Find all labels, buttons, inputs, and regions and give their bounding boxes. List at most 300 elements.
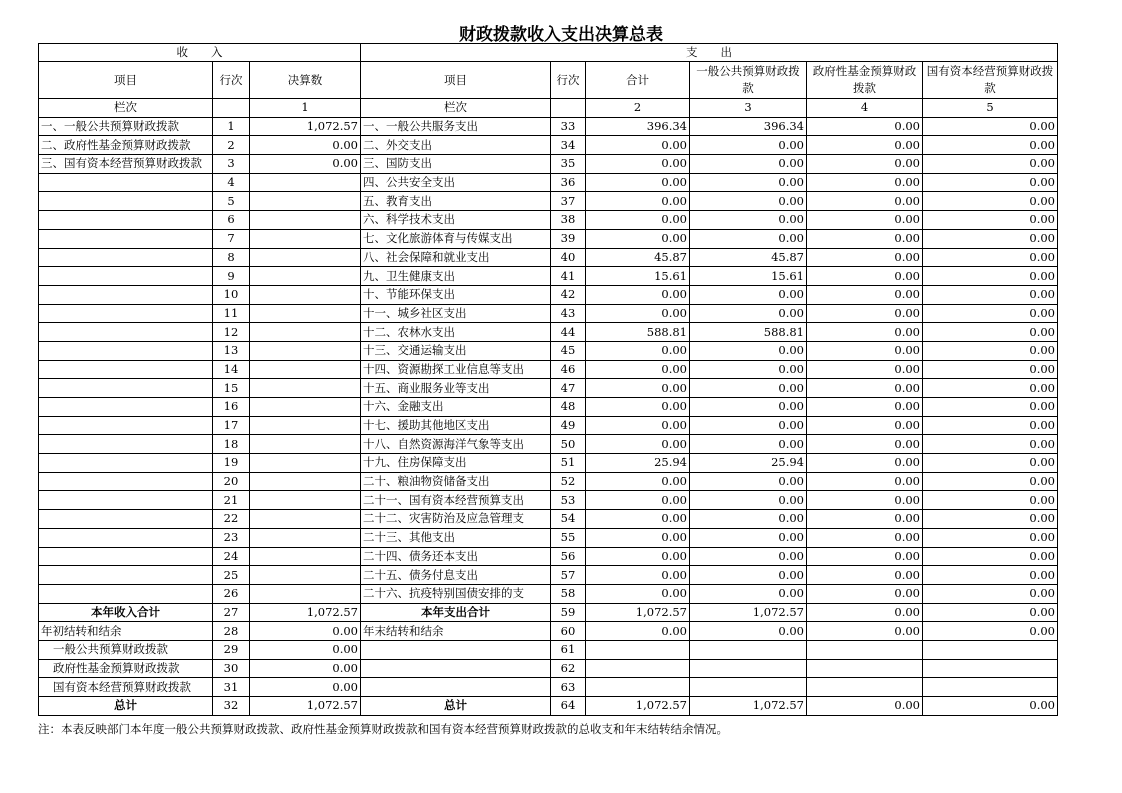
expense-total: 1,072.57 bbox=[586, 697, 690, 716]
income-line-no: 32 bbox=[213, 697, 250, 716]
table-row bbox=[39, 267, 1058, 286]
expense-total: 0.00 bbox=[586, 584, 690, 603]
income-line-no: 31 bbox=[213, 678, 250, 697]
expense-general-budget: 0.00 bbox=[690, 155, 807, 174]
expense-general-budget: 0.00 bbox=[690, 622, 807, 641]
expense-gov-fund: 0.00 bbox=[807, 192, 923, 211]
expense-item: 二、外交支出 bbox=[361, 136, 551, 155]
expense-state-capital: 0.00 bbox=[923, 416, 1058, 435]
column-header-row bbox=[39, 62, 1058, 99]
income-line-no: 20 bbox=[213, 472, 250, 491]
col-index: 3 bbox=[690, 99, 807, 118]
expense-gov-fund: 0.00 bbox=[807, 136, 923, 155]
expense-total: 0.00 bbox=[586, 510, 690, 529]
income-amount bbox=[250, 211, 361, 230]
income-line-no: 30 bbox=[213, 659, 250, 678]
expense-line-no: 42 bbox=[551, 285, 586, 304]
expense-gov-fund: 0.00 bbox=[807, 173, 923, 192]
expense-line-no: 39 bbox=[551, 229, 586, 248]
expense-general-budget: 0.00 bbox=[690, 584, 807, 603]
expense-section-header: 支 出 bbox=[361, 44, 1058, 62]
expense-gov-fund: 0.00 bbox=[807, 341, 923, 360]
expense-total: 0.00 bbox=[586, 211, 690, 230]
income-line-no: 4 bbox=[213, 173, 250, 192]
expense-total: 0.00 bbox=[586, 304, 690, 323]
expense-total bbox=[586, 640, 690, 659]
income-amount: 0.00 bbox=[250, 155, 361, 174]
expense-gov-fund: 0.00 bbox=[807, 528, 923, 547]
expense-item: 十九、住房保障支出 bbox=[361, 454, 551, 473]
income-amount: 0.00 bbox=[250, 659, 361, 678]
table-row bbox=[39, 117, 1058, 136]
income-line-no: 25 bbox=[213, 566, 250, 585]
income-amount bbox=[250, 566, 361, 585]
expense-line-no: 50 bbox=[551, 435, 586, 454]
expense-state-capital: 0.00 bbox=[923, 547, 1058, 566]
expense-general-budget: 0.00 bbox=[690, 304, 807, 323]
table-row bbox=[39, 173, 1058, 192]
income-line-no: 12 bbox=[213, 323, 250, 342]
income-amount bbox=[250, 528, 361, 547]
expense-total bbox=[586, 678, 690, 697]
table-row bbox=[39, 248, 1058, 267]
expense-line-no: 34 bbox=[551, 136, 586, 155]
expense-line-no: 35 bbox=[551, 155, 586, 174]
expense-gov-fund: 0.00 bbox=[807, 285, 923, 304]
col-index: 5 bbox=[923, 99, 1058, 118]
expense-state-capital: 0.00 bbox=[923, 697, 1058, 716]
expense-state-capital: 0.00 bbox=[923, 323, 1058, 342]
income-item bbox=[39, 584, 213, 603]
income-item bbox=[39, 435, 213, 454]
expense-total: 0.00 bbox=[586, 622, 690, 641]
table-row bbox=[39, 398, 1058, 417]
expense-state-capital: 0.00 bbox=[923, 136, 1058, 155]
expense-total: 396.34 bbox=[586, 117, 690, 136]
expense-gov-fund: 0.00 bbox=[807, 622, 923, 641]
expense-general-budget bbox=[690, 659, 807, 678]
income-item bbox=[39, 267, 213, 286]
col-index: 栏次 bbox=[361, 99, 551, 118]
expense-gov-fund: 0.00 bbox=[807, 416, 923, 435]
expense-item: 十、节能环保支出 bbox=[361, 285, 551, 304]
income-item: 一般公共预算财政拨款 bbox=[39, 640, 213, 659]
expense-item: 二十六、抗疫特别国债安排的支 bbox=[361, 584, 551, 603]
expense-line-no: 56 bbox=[551, 547, 586, 566]
expense-item: 一、一般公共服务支出 bbox=[361, 117, 551, 136]
expense-state-capital: 0.00 bbox=[923, 435, 1058, 454]
income-item bbox=[39, 566, 213, 585]
table-row bbox=[39, 192, 1058, 211]
expense-item: 本年支出合计 bbox=[361, 603, 551, 622]
expense-state-capital: 0.00 bbox=[923, 566, 1058, 585]
income-amount bbox=[250, 435, 361, 454]
income-line-no: 17 bbox=[213, 416, 250, 435]
expense-general-budget: 0.00 bbox=[690, 173, 807, 192]
expense-gov-fund: 0.00 bbox=[807, 229, 923, 248]
expense-line-no: 41 bbox=[551, 267, 586, 286]
expense-line-no: 37 bbox=[551, 192, 586, 211]
income-amount bbox=[250, 510, 361, 529]
expense-general-budget: 0.00 bbox=[690, 472, 807, 491]
income-amount bbox=[250, 547, 361, 566]
income-amount bbox=[250, 379, 361, 398]
expense-line-no: 49 bbox=[551, 416, 586, 435]
expense-line-no: 62 bbox=[551, 659, 586, 678]
expense-total: 15.61 bbox=[586, 267, 690, 286]
col-header: 一般公共预算财政拨款 bbox=[690, 62, 807, 99]
expense-gov-fund: 0.00 bbox=[807, 248, 923, 267]
expense-general-budget: 0.00 bbox=[690, 229, 807, 248]
expense-state-capital: 0.00 bbox=[923, 173, 1058, 192]
income-amount bbox=[250, 267, 361, 286]
col-header: 项目 bbox=[361, 62, 551, 99]
table-row bbox=[39, 416, 1058, 435]
expense-state-capital: 0.00 bbox=[923, 192, 1058, 211]
expense-total: 0.00 bbox=[586, 472, 690, 491]
income-item: 年初结转和结余 bbox=[39, 622, 213, 641]
income-amount bbox=[250, 360, 361, 379]
table-row bbox=[39, 211, 1058, 230]
expense-line-no: 52 bbox=[551, 472, 586, 491]
expense-state-capital: 0.00 bbox=[923, 454, 1058, 473]
income-item bbox=[39, 341, 213, 360]
expense-item: 十五、商业服务业等支出 bbox=[361, 379, 551, 398]
expense-line-no: 60 bbox=[551, 622, 586, 641]
income-item bbox=[39, 398, 213, 417]
income-amount bbox=[250, 248, 361, 267]
income-item: 三、国有资本经营预算财政拨款 bbox=[39, 155, 213, 174]
expense-item: 四、公共安全支出 bbox=[361, 173, 551, 192]
expense-total bbox=[586, 659, 690, 678]
expense-line-no: 64 bbox=[551, 697, 586, 716]
income-amount bbox=[250, 491, 361, 510]
expense-line-no: 36 bbox=[551, 173, 586, 192]
income-item: 一、一般公共预算财政拨款 bbox=[39, 117, 213, 136]
income-line-no: 6 bbox=[213, 211, 250, 230]
income-amount: 1,072.57 bbox=[250, 603, 361, 622]
income-line-no: 26 bbox=[213, 584, 250, 603]
expense-state-capital: 0.00 bbox=[923, 229, 1058, 248]
expense-general-budget: 0.00 bbox=[690, 398, 807, 417]
expense-total: 588.81 bbox=[586, 323, 690, 342]
income-amount bbox=[250, 229, 361, 248]
expense-total: 0.00 bbox=[586, 566, 690, 585]
expense-state-capital: 0.00 bbox=[923, 603, 1058, 622]
income-amount: 0.00 bbox=[250, 622, 361, 641]
income-amount bbox=[250, 323, 361, 342]
expense-state-capital bbox=[923, 678, 1058, 697]
expense-state-capital: 0.00 bbox=[923, 341, 1058, 360]
expense-general-budget: 0.00 bbox=[690, 547, 807, 566]
table-row bbox=[39, 510, 1058, 529]
income-item bbox=[39, 454, 213, 473]
income-line-no: 2 bbox=[213, 136, 250, 155]
income-item: 政府性基金预算财政拨款 bbox=[39, 659, 213, 678]
income-amount bbox=[250, 472, 361, 491]
table-row bbox=[39, 304, 1058, 323]
expense-gov-fund: 0.00 bbox=[807, 566, 923, 585]
income-line-no: 28 bbox=[213, 622, 250, 641]
col-index: 1 bbox=[250, 99, 361, 118]
expense-total: 0.00 bbox=[586, 528, 690, 547]
income-line-no: 29 bbox=[213, 640, 250, 659]
income-line-no: 21 bbox=[213, 491, 250, 510]
income-item bbox=[39, 360, 213, 379]
expense-general-budget: 15.61 bbox=[690, 267, 807, 286]
expense-total: 0.00 bbox=[586, 435, 690, 454]
income-item bbox=[39, 416, 213, 435]
expense-total: 1,072.57 bbox=[586, 603, 690, 622]
expense-line-no: 48 bbox=[551, 398, 586, 417]
expense-gov-fund: 0.00 bbox=[807, 323, 923, 342]
table-row bbox=[39, 491, 1058, 510]
income-amount bbox=[250, 416, 361, 435]
table-row bbox=[39, 136, 1058, 155]
expense-item: 八、社会保障和就业支出 bbox=[361, 248, 551, 267]
summary-row bbox=[39, 678, 1058, 697]
expense-item: 五、教育支出 bbox=[361, 192, 551, 211]
expense-state-capital: 0.00 bbox=[923, 248, 1058, 267]
table-row bbox=[39, 379, 1058, 398]
income-item: 二、政府性基金预算财政拨款 bbox=[39, 136, 213, 155]
expense-line-no: 46 bbox=[551, 360, 586, 379]
income-amount: 0.00 bbox=[250, 136, 361, 155]
expense-line-no: 54 bbox=[551, 510, 586, 529]
expense-gov-fund: 0.00 bbox=[807, 547, 923, 566]
expense-item: 十六、金融支出 bbox=[361, 398, 551, 417]
income-item bbox=[39, 528, 213, 547]
income-item bbox=[39, 379, 213, 398]
expense-item: 七、文化旅游体育与传媒支出 bbox=[361, 229, 551, 248]
expense-item: 二十一、国有资本经营预算支出 bbox=[361, 491, 551, 510]
summary-total-row bbox=[39, 697, 1058, 716]
col-index bbox=[213, 99, 250, 118]
expense-gov-fund: 0.00 bbox=[807, 155, 923, 174]
expense-gov-fund: 0.00 bbox=[807, 304, 923, 323]
income-line-no: 11 bbox=[213, 304, 250, 323]
summary-total-row bbox=[39, 603, 1058, 622]
table-row bbox=[39, 360, 1058, 379]
income-amount bbox=[250, 341, 361, 360]
table-row bbox=[39, 341, 1058, 360]
column-index-row bbox=[39, 99, 1058, 118]
expense-line-no: 55 bbox=[551, 528, 586, 547]
table-row bbox=[39, 435, 1058, 454]
expense-general-budget bbox=[690, 678, 807, 697]
page-title: 财政拨款收入支出决算总表 bbox=[459, 25, 663, 45]
expense-general-budget: 588.81 bbox=[690, 323, 807, 342]
expense-item: 二十五、债务付息支出 bbox=[361, 566, 551, 585]
income-line-no: 7 bbox=[213, 229, 250, 248]
expense-general-budget: 0.00 bbox=[690, 416, 807, 435]
income-section-header: 收 入 bbox=[39, 44, 361, 62]
table-row bbox=[39, 454, 1058, 473]
expense-total: 0.00 bbox=[586, 285, 690, 304]
income-item bbox=[39, 491, 213, 510]
income-item bbox=[39, 248, 213, 267]
income-item bbox=[39, 173, 213, 192]
expense-general-budget: 0.00 bbox=[690, 528, 807, 547]
expense-general-budget: 25.94 bbox=[690, 454, 807, 473]
income-line-no: 9 bbox=[213, 267, 250, 286]
income-line-no: 23 bbox=[213, 528, 250, 547]
income-line-no: 5 bbox=[213, 192, 250, 211]
expense-state-capital: 0.00 bbox=[923, 510, 1058, 529]
expense-state-capital: 0.00 bbox=[923, 584, 1058, 603]
expense-gov-fund: 0.00 bbox=[807, 379, 923, 398]
expense-gov-fund: 0.00 bbox=[807, 435, 923, 454]
table-row bbox=[39, 285, 1058, 304]
expense-state-capital: 0.00 bbox=[923, 472, 1058, 491]
expense-state-capital: 0.00 bbox=[923, 360, 1058, 379]
income-line-no: 10 bbox=[213, 285, 250, 304]
footnote: 注：本表反映部门本年度一般公共预算财政拨款、政府性基金预算财政拨款和国有资本经营预算财政拨款的总收支和年末结转结余情况。 bbox=[38, 722, 728, 736]
col-index: 4 bbox=[807, 99, 923, 118]
expense-state-capital: 0.00 bbox=[923, 379, 1058, 398]
expense-gov-fund: 0.00 bbox=[807, 454, 923, 473]
expense-general-budget: 0.00 bbox=[690, 360, 807, 379]
expense-line-no: 43 bbox=[551, 304, 586, 323]
expense-state-capital bbox=[923, 659, 1058, 678]
summary-row bbox=[39, 640, 1058, 659]
expense-item bbox=[361, 659, 551, 678]
expense-item: 三、国防支出 bbox=[361, 155, 551, 174]
income-line-no: 27 bbox=[213, 603, 250, 622]
table-row bbox=[39, 584, 1058, 603]
expense-general-budget: 396.34 bbox=[690, 117, 807, 136]
expense-item: 十一、城乡社区支出 bbox=[361, 304, 551, 323]
income-amount bbox=[250, 173, 361, 192]
expense-total: 25.94 bbox=[586, 454, 690, 473]
income-item bbox=[39, 229, 213, 248]
income-line-no: 3 bbox=[213, 155, 250, 174]
expense-total: 0.00 bbox=[586, 491, 690, 510]
expense-general-budget: 1,072.57 bbox=[690, 697, 807, 716]
expense-general-budget: 0.00 bbox=[690, 341, 807, 360]
table-row bbox=[39, 323, 1058, 342]
col-index: 栏次 bbox=[39, 99, 213, 118]
expense-line-no: 61 bbox=[551, 640, 586, 659]
expense-gov-fund: 0.00 bbox=[807, 117, 923, 136]
expense-total: 0.00 bbox=[586, 155, 690, 174]
expense-item: 二十、粮油物资储备支出 bbox=[361, 472, 551, 491]
income-item bbox=[39, 211, 213, 230]
expense-state-capital: 0.00 bbox=[923, 622, 1058, 641]
expense-line-no: 63 bbox=[551, 678, 586, 697]
expense-item bbox=[361, 678, 551, 697]
expense-gov-fund: 0.00 bbox=[807, 584, 923, 603]
expense-gov-fund: 0.00 bbox=[807, 603, 923, 622]
col-header: 国有资本经营预算财政拨款 bbox=[923, 62, 1058, 99]
expense-item: 总计 bbox=[361, 697, 551, 716]
income-line-no: 22 bbox=[213, 510, 250, 529]
income-line-no: 15 bbox=[213, 379, 250, 398]
expense-total: 0.00 bbox=[586, 547, 690, 566]
expense-gov-fund bbox=[807, 640, 923, 659]
expense-general-budget: 0.00 bbox=[690, 211, 807, 230]
expense-gov-fund bbox=[807, 659, 923, 678]
col-header: 合计 bbox=[586, 62, 690, 99]
summary-row bbox=[39, 622, 1058, 641]
income-item: 国有资本经营预算财政拨款 bbox=[39, 678, 213, 697]
col-header: 行次 bbox=[551, 62, 586, 99]
table-row bbox=[39, 528, 1058, 547]
expense-general-budget bbox=[690, 640, 807, 659]
expense-gov-fund: 0.00 bbox=[807, 360, 923, 379]
expense-general-budget: 0.00 bbox=[690, 491, 807, 510]
table-row bbox=[39, 566, 1058, 585]
expense-gov-fund: 0.00 bbox=[807, 510, 923, 529]
income-item bbox=[39, 547, 213, 566]
income-item bbox=[39, 304, 213, 323]
income-item bbox=[39, 510, 213, 529]
expense-general-budget: 0.00 bbox=[690, 136, 807, 155]
expense-gov-fund: 0.00 bbox=[807, 398, 923, 417]
income-item: 总计 bbox=[39, 697, 213, 716]
income-amount: 1,072.57 bbox=[250, 697, 361, 716]
expense-state-capital: 0.00 bbox=[923, 304, 1058, 323]
income-amount: 0.00 bbox=[250, 640, 361, 659]
expense-line-no: 58 bbox=[551, 584, 586, 603]
expense-general-budget: 45.87 bbox=[690, 248, 807, 267]
table-row bbox=[39, 547, 1058, 566]
expense-total: 0.00 bbox=[586, 192, 690, 211]
expense-item: 六、科学技术支出 bbox=[361, 211, 551, 230]
expense-line-no: 38 bbox=[551, 211, 586, 230]
col-index: 2 bbox=[586, 99, 690, 118]
expense-general-budget: 0.00 bbox=[690, 192, 807, 211]
expense-total: 0.00 bbox=[586, 360, 690, 379]
income-amount bbox=[250, 584, 361, 603]
income-line-no: 16 bbox=[213, 398, 250, 417]
income-amount: 1,072.57 bbox=[250, 117, 361, 136]
expense-item: 十二、农林水支出 bbox=[361, 323, 551, 342]
expense-total: 0.00 bbox=[586, 379, 690, 398]
expense-line-no: 40 bbox=[551, 248, 586, 267]
expense-state-capital: 0.00 bbox=[923, 211, 1058, 230]
expense-gov-fund: 0.00 bbox=[807, 267, 923, 286]
expense-gov-fund: 0.00 bbox=[807, 697, 923, 716]
expense-item: 九、卫生健康支出 bbox=[361, 267, 551, 286]
expense-line-no: 33 bbox=[551, 117, 586, 136]
expense-general-budget: 0.00 bbox=[690, 435, 807, 454]
expense-line-no: 45 bbox=[551, 341, 586, 360]
expense-state-capital: 0.00 bbox=[923, 491, 1058, 510]
expense-total: 0.00 bbox=[586, 416, 690, 435]
expense-total: 0.00 bbox=[586, 173, 690, 192]
expense-state-capital: 0.00 bbox=[923, 285, 1058, 304]
expense-state-capital: 0.00 bbox=[923, 267, 1058, 286]
income-amount bbox=[250, 304, 361, 323]
col-header: 行次 bbox=[213, 62, 250, 99]
expense-state-capital: 0.00 bbox=[923, 528, 1058, 547]
income-item bbox=[39, 192, 213, 211]
expense-gov-fund: 0.00 bbox=[807, 472, 923, 491]
income-amount bbox=[250, 398, 361, 417]
expense-item: 二十二、灾害防治及应急管理支 bbox=[361, 510, 551, 529]
income-line-no: 8 bbox=[213, 248, 250, 267]
expense-state-capital: 0.00 bbox=[923, 398, 1058, 417]
income-item bbox=[39, 472, 213, 491]
expense-line-no: 59 bbox=[551, 603, 586, 622]
col-header: 项目 bbox=[39, 62, 213, 99]
income-line-no: 13 bbox=[213, 341, 250, 360]
expense-general-budget: 0.00 bbox=[690, 379, 807, 398]
expense-state-capital: 0.00 bbox=[923, 117, 1058, 136]
income-item: 本年收入合计 bbox=[39, 603, 213, 622]
col-header: 政府性基金预算财政拨款 bbox=[807, 62, 923, 99]
